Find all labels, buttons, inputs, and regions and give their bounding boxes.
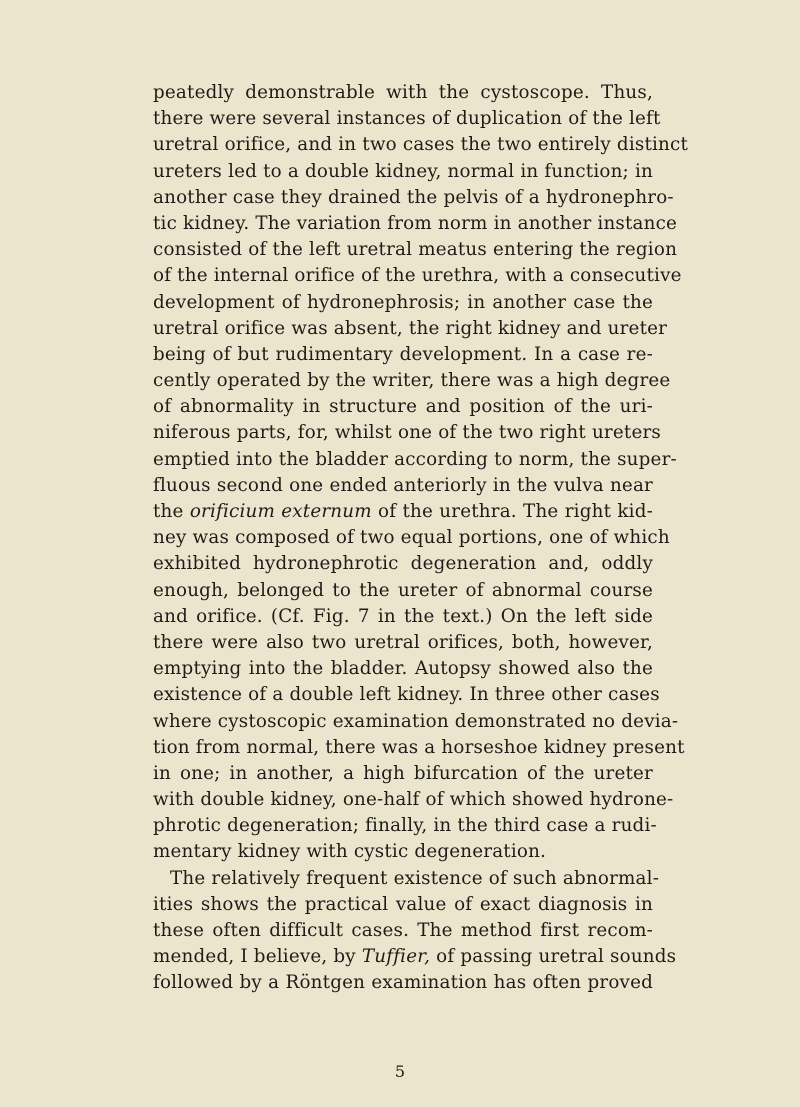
text-line: phrotic degeneration; finally, in the third case a rudi- <box>153 815 657 837</box>
text-line: where cystoscopic examination demonstrated no devia- <box>153 710 679 732</box>
text-segment: mended, I believe, by <box>153 946 362 968</box>
text-line: there were several instances of duplication of the left <box>153 108 661 130</box>
text-line: peatedly demonstrable with the cystoscope. Thus, <box>153 82 653 103</box>
text-line: ities shows the practical value of exact diagnosis in <box>153 893 653 915</box>
text-segment: of the urethra. The right kid- <box>371 501 653 522</box>
text-line: uretral orifice was absent, the right kidney and ureter <box>153 317 668 339</box>
text-line-with-italic <box>153 944 677 970</box>
text-segment: of passing uretral sounds <box>430 946 677 968</box>
text-line: in one; in another, a high bifurcation of the ureter <box>153 762 653 784</box>
text-line: followed by a Röntgen examination has often proved <box>153 972 653 994</box>
text-line-with-italic <box>153 499 653 525</box>
text-line: exhibited hydronephrotic degeneration and, oddly <box>153 553 653 575</box>
text-line: there were also two uretral orifices, both, however, <box>153 631 653 653</box>
text-line: tion from normal, there was a horseshoe kidney present <box>153 736 685 758</box>
paragraph-end-line: mentary kidney with cystic degeneration. <box>153 841 547 863</box>
page-number: 5 <box>394 1062 406 1081</box>
text-line: another case they drained the pelvis of a hydronephro- <box>153 186 674 208</box>
text-line: tic kidney. The variation from norm in another instance <box>153 212 678 234</box>
body-text <box>153 80 688 997</box>
text-line: emptying into the bladder. Autopsy showed also the <box>153 658 653 680</box>
text-line: being of but rudimentary development. In a case re- <box>153 343 653 365</box>
italic-term: orificium externum <box>189 501 372 522</box>
text-line: development of hydronephrosis; in another case the <box>153 291 653 313</box>
text-line: of abnormality in structure and position of the uri- <box>153 396 653 418</box>
text-line: enough, belonged to the ureter of abnormal course <box>153 579 653 601</box>
text-line: with double kidney, one-half of which showed hydrone- <box>153 789 674 811</box>
text-line: of the internal orifice of the urethra, with a consecutive <box>153 265 682 287</box>
text-line: uretral orifice, and in two cases the two entirely distinct <box>153 134 688 156</box>
text-line: and orifice. (Cf. Fig. 7 in the text.) On the left side <box>153 605 653 627</box>
text-line: cently operated by the writer, there was a high degree <box>153 370 671 392</box>
text-segment: the <box>153 501 190 522</box>
text-line: existence of a double left kidney. In three other cases <box>153 684 660 706</box>
text-line: ney was composed of two equal portions, one of which <box>153 527 670 549</box>
paragraph-start-line: The relatively frequent existence of such abnormal- <box>170 867 660 889</box>
italic-name: Tuffier, <box>361 946 431 968</box>
text-line: fluous second one ended anteriorly in the vulva near <box>153 474 653 496</box>
text-line: these often difficult cases. The method first recom- <box>153 920 653 941</box>
text-line: emptied into the bladder according to norm, the super- <box>153 448 677 470</box>
text-line: niferous parts, for, whilst one of the two right ureters <box>153 422 661 444</box>
text-line: consisted of the left uretral meatus entering the region <box>153 239 678 261</box>
text-line: ureters led to a double kidney, normal in function; in <box>153 160 653 182</box>
